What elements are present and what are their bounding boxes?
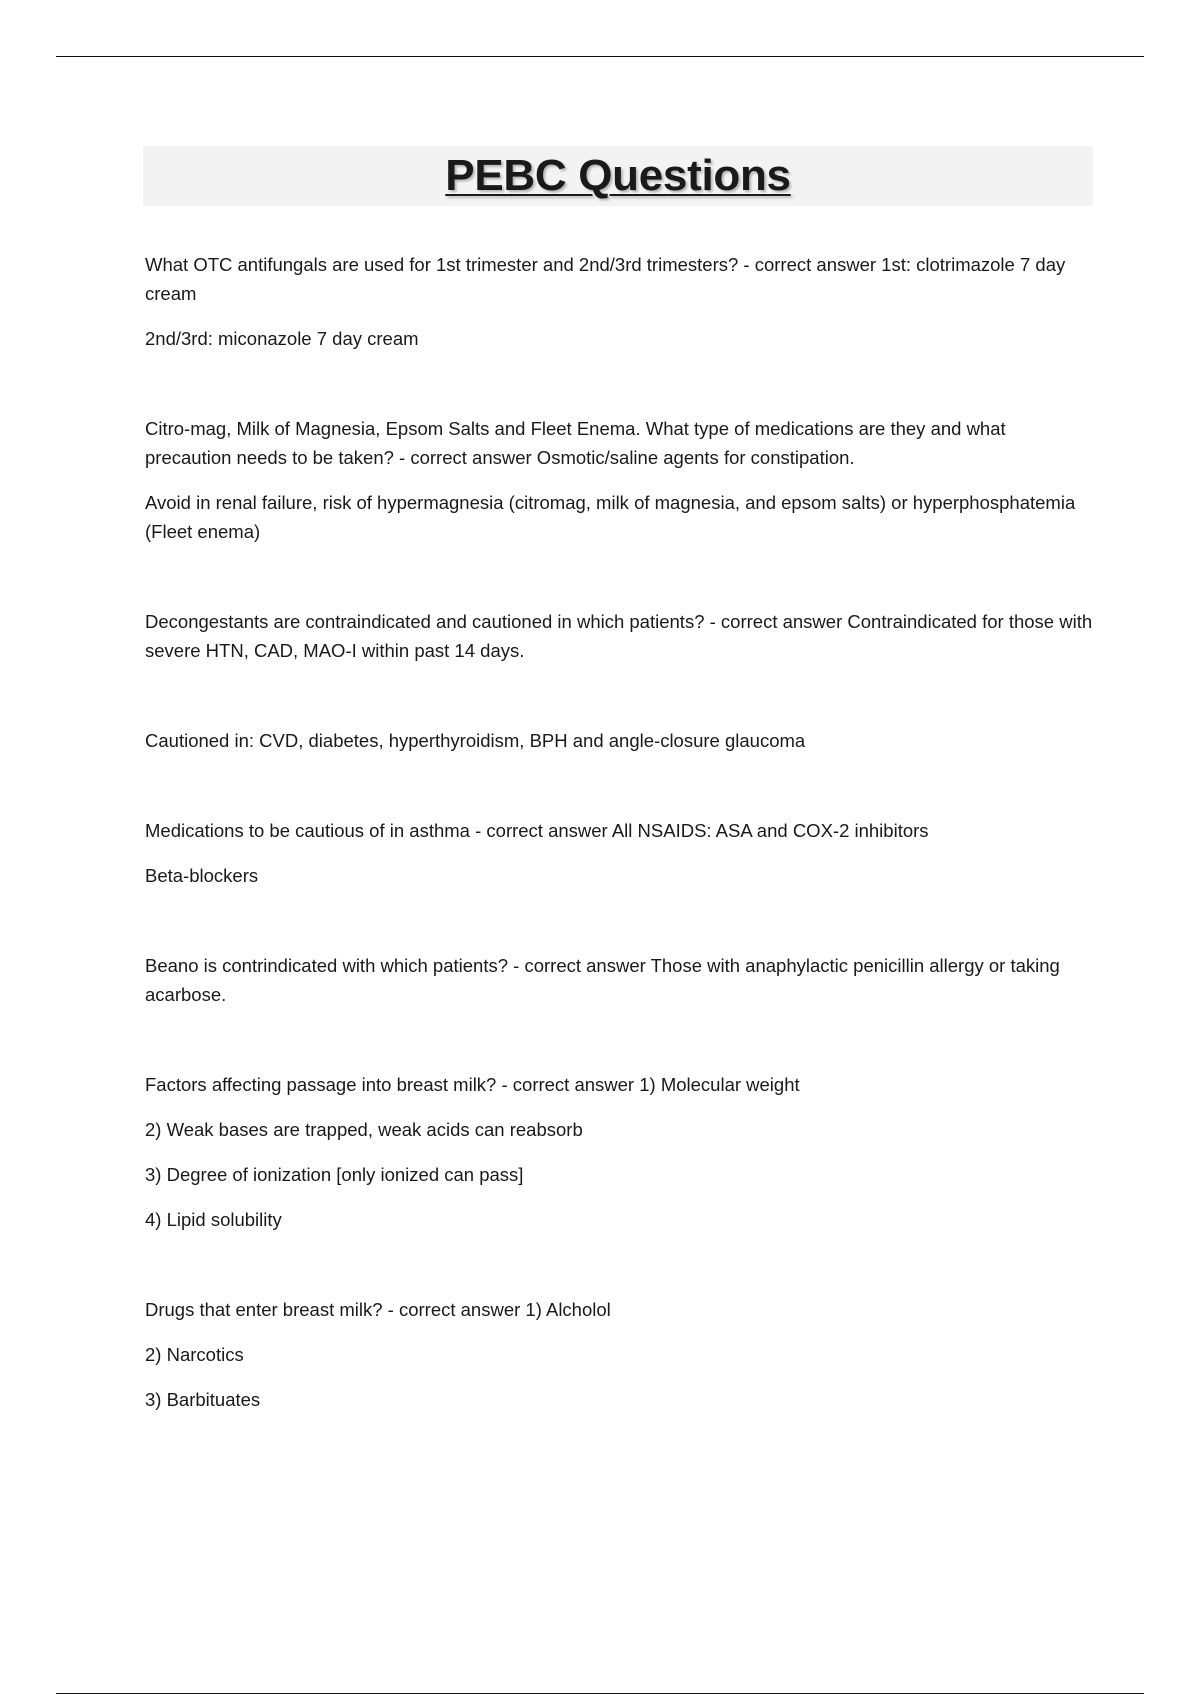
qa-question-answer: What OTC antifungals are used for 1st trimester and 2nd/3rd trimesters? - correct answer 1st: clotrimazole 7 day cream	[145, 254, 1066, 304]
qa-item	[145, 726, 1095, 755]
top-divider	[56, 56, 1144, 57]
page-title: PEBC Questions	[445, 151, 791, 200]
qa-question-answer: Beano is contrindicated with which patients? - correct answer Those with anaphylactic penicillin allergy or taking acarbose.	[145, 955, 1060, 1005]
qa-question-answer: Decongestants are contraindicated and cautioned in which patients? - correct answer Contraindicated for those with severe HTN, CAD, MAO-I within past 14 days.	[145, 611, 1093, 661]
qa-question-answer: Cautioned in: CVD, diabetes, hyperthyroidism, BPH and angle-closure glaucoma	[145, 730, 806, 751]
qa-question-answer: Citro-mag, Milk of Magnesia, Epsom Salts and Fleet Enema. What type of medications are they and what precaution needs to be taken? - correct answer Osmotic/saline agents for constipation.	[145, 418, 1006, 468]
qa-item	[145, 250, 1095, 353]
qa-list	[145, 250, 1095, 1475]
qa-item	[145, 607, 1095, 665]
qa-answer-line: Avoid in renal failure, risk of hypermagnesia (citromag, milk of magnesia, and epsom salts) or hyperphosphatemia (Fleet enema)	[145, 492, 1076, 542]
qa-answer-line: 2) Narcotics	[145, 1344, 244, 1365]
qa-item	[145, 1295, 1095, 1414]
qa-question-answer: Drugs that enter breast milk? - correct answer 1) Alcholol	[145, 1299, 611, 1320]
qa-answer-line: Beta-blockers	[145, 865, 259, 886]
qa-item	[145, 951, 1095, 1009]
qa-answer-line: 2) Weak bases are trapped, weak acids can reabsorb	[145, 1119, 583, 1140]
qa-question-answer: Factors affecting passage into breast milk? - correct answer 1) Molecular weight	[145, 1074, 800, 1095]
qa-answer-line: 3) Degree of ionization [only ionized can pass]	[145, 1164, 524, 1185]
qa-item	[145, 816, 1095, 890]
title-banner	[143, 146, 1093, 206]
qa-question-answer: Medications to be cautious of in asthma - correct answer All NSAIDS: ASA and COX-2 inhibitors	[145, 820, 929, 841]
qa-item	[145, 414, 1095, 546]
bottom-divider	[56, 1693, 1144, 1694]
qa-item	[145, 1070, 1095, 1234]
qa-answer-line: 3) Barbituates	[145, 1389, 261, 1410]
qa-answer-line: 2nd/3rd: miconazole 7 day cream	[145, 328, 419, 349]
qa-answer-line: 4) Lipid solubility	[145, 1209, 282, 1230]
